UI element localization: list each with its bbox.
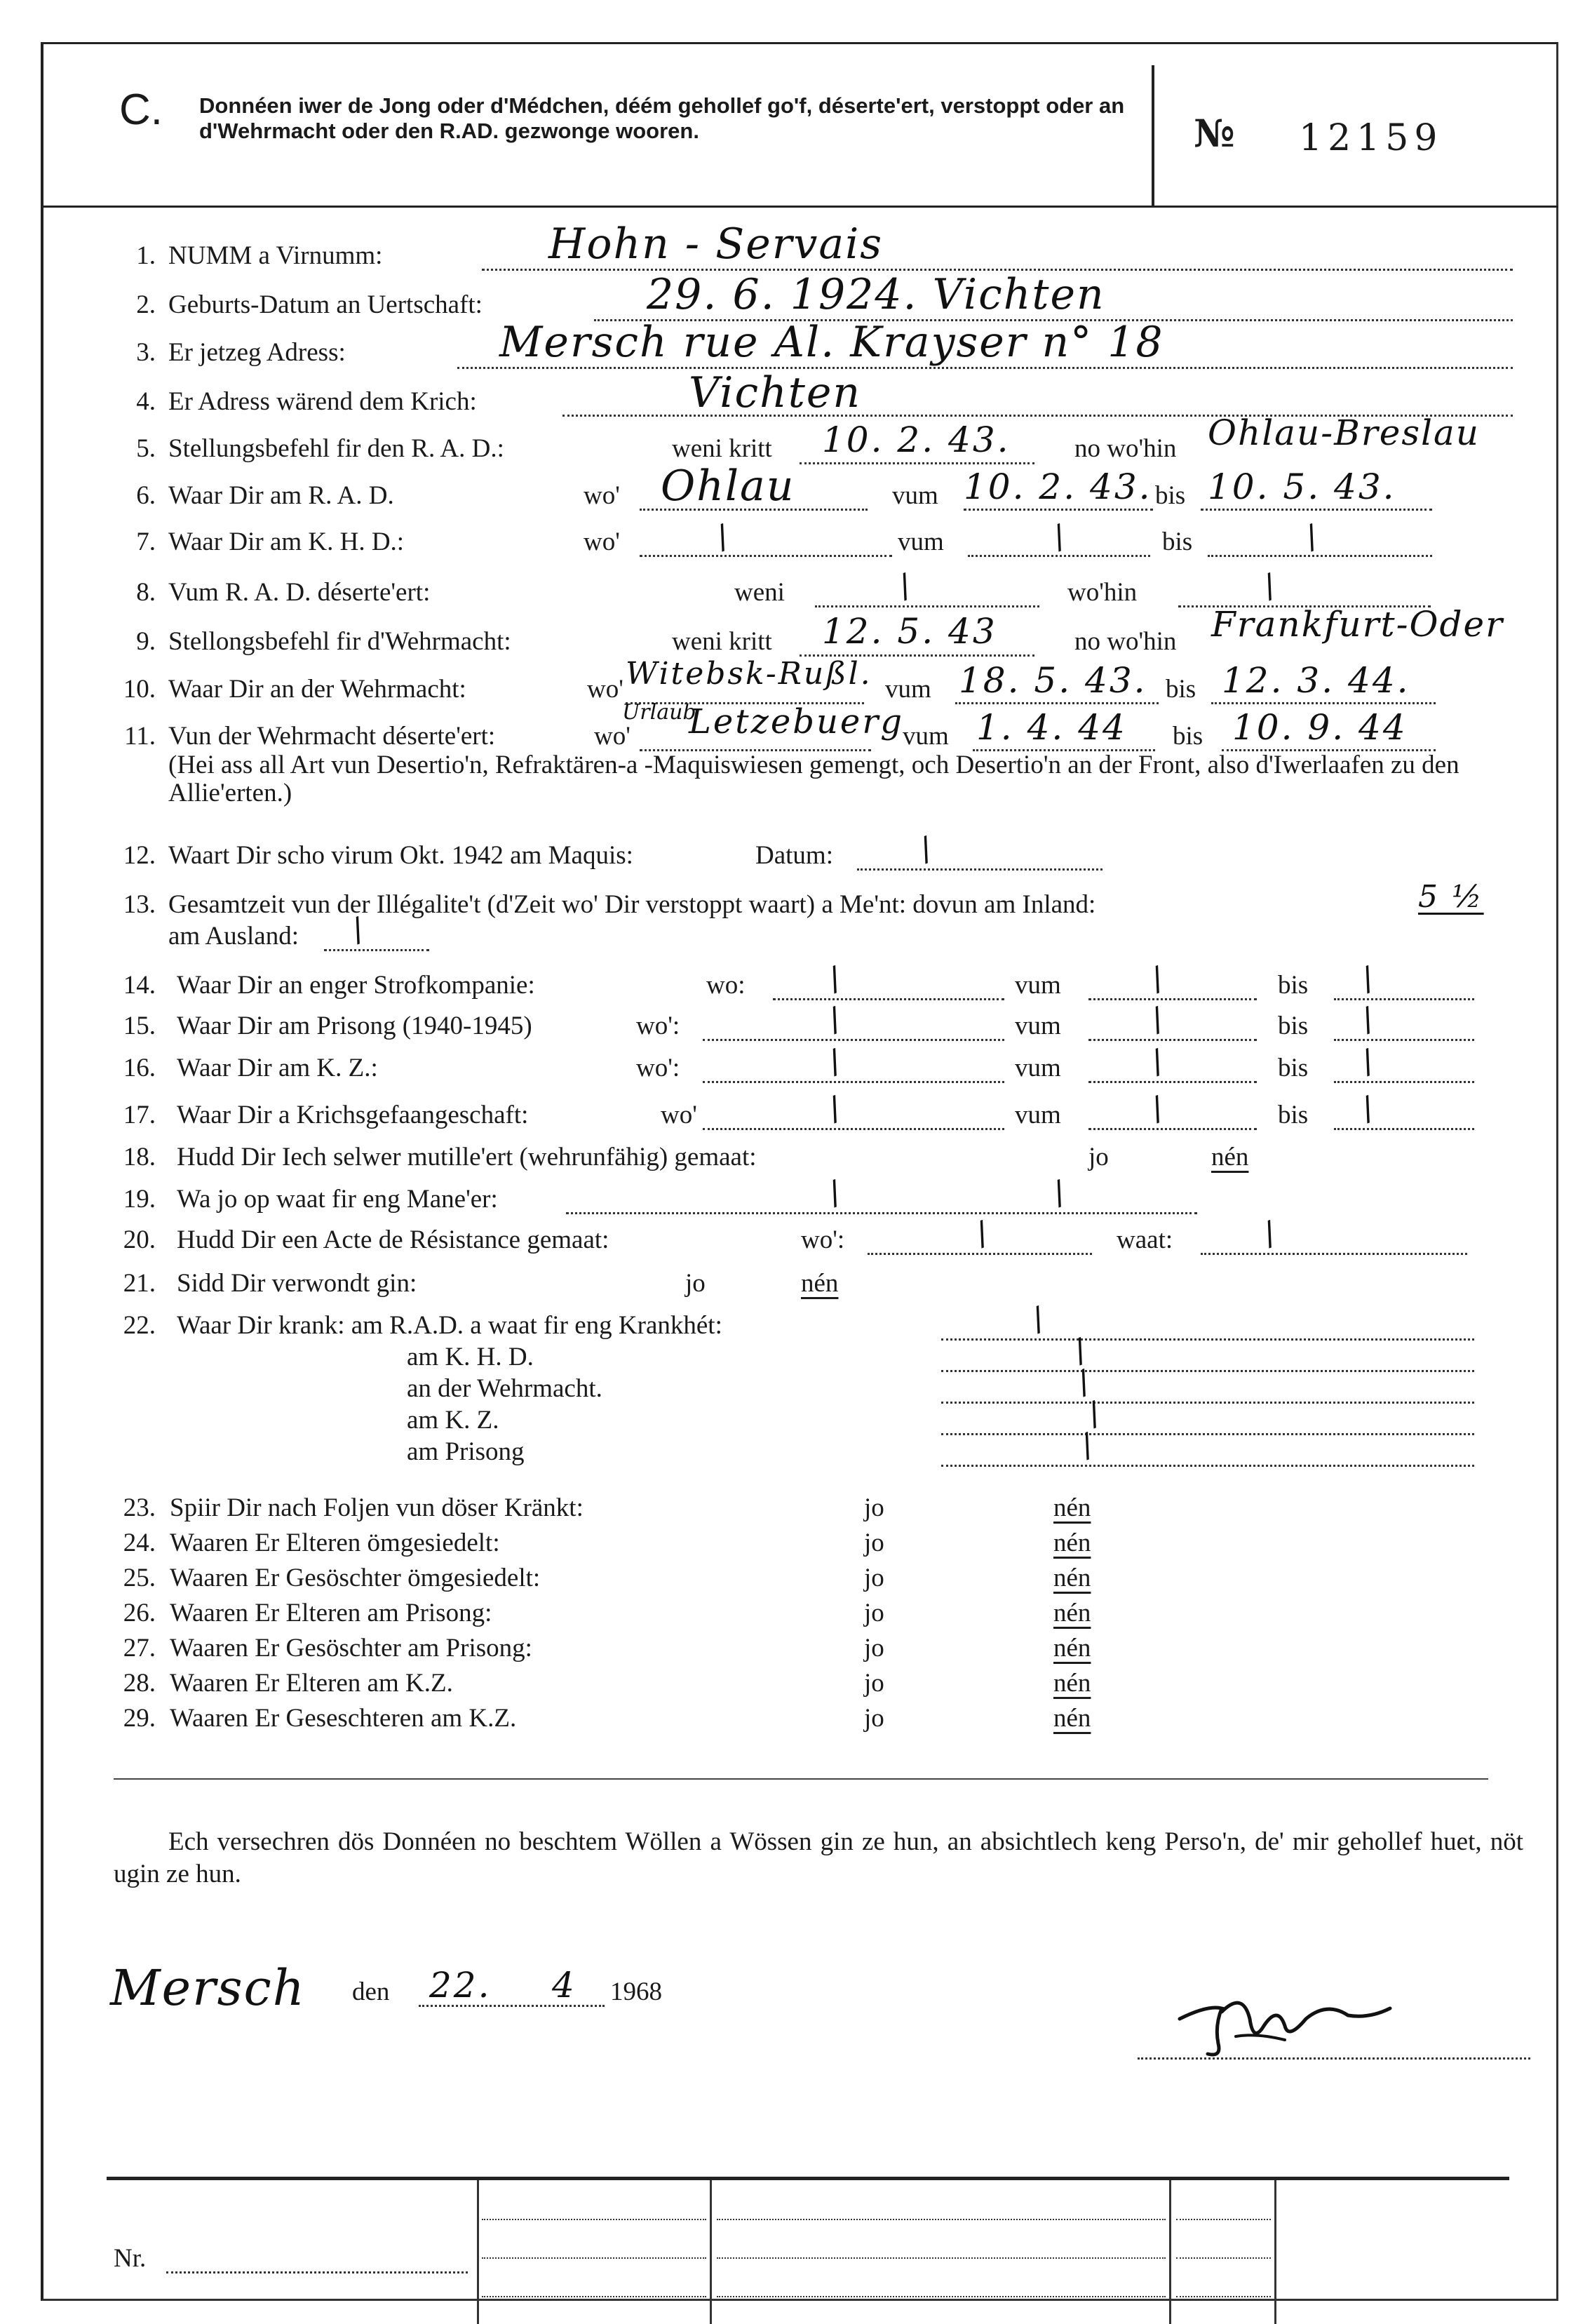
nen-option: nén <box>1053 1564 1091 1592</box>
row-number: 23. <box>123 1493 156 1522</box>
field-label: Waar Dir am K. Z.: <box>177 1054 378 1082</box>
row-number: 27. <box>123 1634 156 1663</box>
row-number: 1. <box>136 241 156 270</box>
fill-line <box>1334 1128 1474 1130</box>
blank-mark: / <box>914 828 938 869</box>
blank-mark: / <box>1300 516 1323 557</box>
weni-label: weni kritt <box>672 627 772 656</box>
field-label: Waaren Er Elteren am Prisong: <box>170 1599 492 1627</box>
field-label: Waaren Er Geseschteren am K.Z. <box>170 1704 517 1733</box>
jo-option: jo <box>1088 1143 1109 1171</box>
fill-line <box>941 1402 1474 1404</box>
row-number: 2. <box>136 290 156 319</box>
rad-from: 10. 2. 43. <box>964 466 1152 507</box>
bis-label: bis <box>1278 971 1309 1000</box>
desertion-to: 10. 9. 44 <box>1232 707 1408 748</box>
bis-label: bis <box>1278 1012 1309 1040</box>
wehrmacht-destination: Frankfurt-Oder <box>1211 604 1504 645</box>
field-label: Er Adress wärend dem Krich: <box>168 387 477 416</box>
fill-line <box>857 868 1103 871</box>
blank-mark: / <box>1072 1362 1095 1402</box>
fill-line <box>1208 555 1432 557</box>
fill-line <box>868 1253 1092 1255</box>
jo-option: jo <box>864 1634 884 1663</box>
sub-label: am K. Z. <box>407 1406 499 1435</box>
grid-dotted-line <box>717 2257 1166 2259</box>
weni-label: weni <box>734 578 785 607</box>
den-label: den <box>352 1977 390 2006</box>
wo-label: wo': <box>636 1012 680 1040</box>
fill-line <box>457 367 1513 369</box>
fill-line <box>773 998 1004 1000</box>
field-label: Geburts-Datum an Uertschaft: <box>168 290 483 319</box>
nen-option: nén <box>1053 1599 1091 1627</box>
blank-mark: / <box>1047 516 1071 557</box>
blank-mark: / <box>1026 1298 1050 1339</box>
rad-place: Ohlau <box>661 462 795 511</box>
desertion-from: 1. 4. 44 <box>976 707 1127 748</box>
form-number: 12159 <box>1299 117 1443 159</box>
row-number: 6. <box>136 481 156 510</box>
name-value: Hohn - Servais <box>548 220 884 269</box>
wo-label: wo': <box>636 1054 680 1082</box>
field-label: Waaren Er Gesöschter am Prisong: <box>170 1634 532 1663</box>
row-number: 15. <box>123 1012 156 1040</box>
grid-dotted-line <box>482 2257 706 2259</box>
form-sheet <box>41 42 1558 2301</box>
bis-label: bis <box>1278 1101 1309 1129</box>
desertion-hint: (Hei ass all Art vun Desertio'n, Refraktären-a -Maquiswiesen gemengt, och Desertio'n an der Front, also d'Iwerlaafen zu den Allie'erten.) <box>168 751 1459 807</box>
rad-destination: Ohlau-Breslau <box>1208 412 1480 453</box>
row-number: 3. <box>136 338 156 367</box>
grid-col-line <box>477 2180 479 2324</box>
fill-line <box>166 2271 468 2273</box>
datum-label: Datum: <box>755 841 833 870</box>
field-label: Sidd Dir verwondt gin: <box>177 1269 417 1298</box>
blank-mark: / <box>823 999 847 1040</box>
row-number: 10. <box>123 675 156 704</box>
blank-mark: / <box>1356 999 1380 1040</box>
header-bottom-rule <box>43 206 1558 208</box>
bis-label: bis <box>1166 675 1196 704</box>
field-label: Stellongsbefehl fir d'Wehrmacht: <box>168 627 511 656</box>
field-label: Waar Dir krank: am R.A.D. a waat fir eng Krankhét: <box>177 1311 722 1340</box>
bis-label: bis <box>1155 481 1186 510</box>
row-number: 18. <box>123 1143 156 1171</box>
nen-option: nén <box>801 1269 839 1298</box>
row-number: 26. <box>123 1599 156 1627</box>
blank-mark: / <box>1356 1088 1380 1129</box>
blank-mark: / <box>1356 1041 1380 1082</box>
fill-line <box>941 1370 1474 1372</box>
fill-line <box>1088 1081 1257 1083</box>
vum-label: vum <box>903 722 949 751</box>
field-label: NUMM a Virnumm: <box>168 241 383 270</box>
sub-label: am Prisong <box>407 1437 525 1466</box>
grid-dotted-line <box>482 2219 706 2220</box>
vum-label: vum <box>1015 1012 1061 1040</box>
row-number: 29. <box>123 1704 156 1733</box>
row-number: 13. <box>123 890 156 919</box>
row-number: 21. <box>123 1269 156 1298</box>
nen-option: nén <box>1053 1529 1091 1557</box>
field-label: Waar Dir an der Wehrmacht: <box>168 675 466 704</box>
row-number: 25. <box>123 1564 156 1592</box>
jo-option: jo <box>685 1269 706 1298</box>
blank-mark: / <box>1258 1213 1281 1254</box>
grid-col-line <box>1169 2180 1171 2324</box>
blank-mark: / <box>823 1041 847 1082</box>
blank-mark: / <box>1145 999 1169 1040</box>
fill-line <box>964 509 1153 511</box>
nr-label: Nr. <box>114 2244 147 2273</box>
field-label: Waar Dir a Krichsgefaangeschaft: <box>177 1101 529 1129</box>
fill-line <box>703 1128 1004 1130</box>
blank-mark: / <box>970 1213 994 1254</box>
jo-option: jo <box>864 1529 884 1557</box>
field-label: Waaren Er Elteren am K.Z. <box>170 1669 453 1698</box>
fill-line <box>955 702 1159 704</box>
row-number: 11. <box>124 722 156 751</box>
nen-option: nén <box>1211 1143 1249 1171</box>
field-label: Vum R. A. D. déserte'ert: <box>168 578 431 607</box>
blank-mark: / <box>1258 565 1281 606</box>
field-label: Stellungsbefehl fir den R. A. D.: <box>168 434 504 463</box>
waat-label: waat: <box>1117 1225 1173 1254</box>
blank-mark: / <box>823 1088 847 1129</box>
bis-label: bis <box>1173 722 1203 751</box>
signing-day: 22. <box>429 1965 492 2006</box>
sub-label: an der Wehrmacht. <box>407 1374 602 1403</box>
fill-line <box>566 1212 1197 1214</box>
field-label: Er jetzeg Adress: <box>168 338 346 367</box>
blank-mark: / <box>1145 1088 1169 1129</box>
grid-col-line <box>710 2180 712 2324</box>
row-number: 28. <box>123 1669 156 1698</box>
row-number: 19. <box>123 1185 156 1214</box>
bis-label: bis <box>1162 528 1193 556</box>
field-label: Hudd Dir een Acte de Résistance gemaat: <box>177 1225 609 1254</box>
fill-line <box>1211 702 1436 704</box>
row-number: 8. <box>136 578 156 607</box>
fill-line <box>703 1039 1004 1041</box>
wo-label: wo': <box>801 1225 845 1254</box>
wehrmacht-to: 12. 3. 44. <box>1222 660 1410 701</box>
field-label: Waart Dir scho virum Okt. 1942 am Maquis: <box>168 841 633 870</box>
grid-dotted-line <box>1176 2219 1271 2220</box>
header-divider <box>1152 65 1154 206</box>
vum-label: vum <box>885 675 931 704</box>
blank-mark: / <box>1356 958 1380 999</box>
fill-line <box>1088 1128 1257 1130</box>
vum-label: vum <box>898 528 944 556</box>
vum-label: vum <box>1015 971 1061 1000</box>
fill-line <box>1334 1039 1474 1041</box>
war-address-value: Vichten <box>689 368 861 417</box>
blank-mark: / <box>346 909 370 950</box>
nen-option: nén <box>1053 1669 1091 1698</box>
jo-option: jo <box>864 1599 884 1627</box>
wo-label: wo' <box>587 675 623 704</box>
wo-label: wo' <box>594 722 631 751</box>
row-number: 7. <box>136 528 156 556</box>
fill-line <box>941 1433 1474 1435</box>
field-label: Waar Dir am Prisong (1940-1945) <box>177 1012 532 1040</box>
grid-dotted-line <box>717 2219 1166 2220</box>
blank-mark: / <box>1047 1172 1071 1213</box>
fill-line <box>640 555 892 557</box>
fill-line <box>1334 998 1474 1000</box>
number-sign: № <box>1194 111 1236 156</box>
field-label: Waar Dir am R. A. D. <box>168 481 394 510</box>
weni-label: weni kritt <box>672 434 772 463</box>
jo-option: jo <box>864 1669 884 1698</box>
field-label: Waar Dir am K. H. D.: <box>168 528 405 556</box>
wehrmacht-place: Witebsk-Rußl. <box>626 656 872 692</box>
wo-label: wo' <box>584 528 620 556</box>
wohin-label: wo'hin <box>1067 578 1138 607</box>
field-label: Gesamtzeit vun der Illégalite't (d'Zeit wo' Dir verstoppt waart) a Me'nt: dovun am Inland: <box>168 890 1096 919</box>
rad-order-date: 10. 2. 43. <box>822 419 1011 460</box>
row-number: 14. <box>123 971 156 1000</box>
row-number: 20. <box>123 1225 156 1254</box>
fill-line <box>968 555 1150 557</box>
row-number: 5. <box>136 434 156 463</box>
wohin-label: no wo'hin <box>1074 434 1177 463</box>
grid-dotted-line <box>482 2296 706 2297</box>
blank-mark: / <box>1145 958 1169 999</box>
field-label: Waar Dir an enger Strofkompanie: <box>177 971 535 1000</box>
blank-mark: / <box>1068 1330 1092 1371</box>
fill-line <box>1088 998 1257 1000</box>
row-number: 9. <box>136 627 156 656</box>
blank-mark: / <box>823 1172 847 1213</box>
signing-place: Mersch <box>110 1959 306 2017</box>
wo-label: wo' <box>584 481 620 510</box>
grid-dotted-line <box>1176 2296 1271 2297</box>
signature-icon <box>1166 1977 1404 2068</box>
form-title: Donnéen iwer de Jong oder d'Médchen, déém gehollef go'f, déserte'ert, verstoppt oder an d'Wehrmacht oder den R.AD. gezwonge wooren. <box>199 93 1125 143</box>
fill-line <box>1201 509 1432 511</box>
signing-month: 4 <box>552 1965 577 2006</box>
jo-option: jo <box>864 1564 884 1592</box>
fill-line <box>1201 1253 1467 1255</box>
blank-mark: / <box>893 565 917 606</box>
fill-line <box>800 462 1034 464</box>
inland-months: 5 ½ <box>1418 879 1484 915</box>
fill-line <box>941 1465 1474 1467</box>
vum-label: vum <box>892 481 938 510</box>
row-number: 4. <box>136 387 156 416</box>
ausland-label: am Ausland: <box>168 922 299 951</box>
fill-line <box>815 605 1039 607</box>
section-divider <box>114 1778 1488 1780</box>
declaration-text: Ech versechren dös Donnéen no beschtem Wöllen a Wössen gin ze hun, an absichtlech keng Perso'n, de' mir gehollef huet, nöt ugin ze hun. <box>114 1827 1523 1888</box>
rad-to: 10. 5. 43. <box>1208 466 1396 507</box>
row-number: 17. <box>123 1101 156 1129</box>
signing-year: 1968 <box>610 1977 662 2006</box>
row-number: 22. <box>123 1311 156 1340</box>
address-value: Mersch rue Al. Krayser n° 18 <box>499 318 1164 367</box>
wo-label: wo: <box>706 971 746 1000</box>
grid-dotted-line <box>1176 2257 1271 2259</box>
row-number: 12. <box>123 841 156 870</box>
nen-option: nén <box>1053 1493 1091 1522</box>
vum-label: vum <box>1015 1054 1061 1082</box>
vum-label: vum <box>1015 1101 1061 1129</box>
row-number: 24. <box>123 1529 156 1557</box>
grid-col-line <box>1274 2180 1276 2324</box>
jo-option: jo <box>864 1493 884 1522</box>
blank-mark: / <box>1145 1041 1169 1082</box>
sub-label: am K. H. D. <box>407 1343 534 1371</box>
blank-mark: / <box>710 516 734 557</box>
blank-mark: / <box>1082 1393 1106 1434</box>
blank-mark: / <box>1075 1425 1099 1465</box>
jo-option: jo <box>864 1704 884 1733</box>
nen-option: nén <box>1053 1704 1091 1733</box>
section-letter: C. <box>119 86 163 134</box>
row-number: 16. <box>123 1054 156 1082</box>
field-label: Waaren Er Elteren ömgesiedelt: <box>170 1529 500 1557</box>
desertion-note: Urlaub <box>622 700 696 725</box>
fill-line <box>1088 1039 1257 1041</box>
fill-line <box>941 1338 1474 1341</box>
field-label: Waaren Er Gesöschter ömgesiedelt: <box>170 1564 541 1592</box>
field-label: Hudd Dir Iech selwer mutille'ert (wehrunfähig) gemaat: <box>177 1143 757 1171</box>
grid-dotted-line <box>717 2296 1166 2297</box>
fill-line <box>324 949 429 951</box>
wo-label: wo' <box>661 1101 697 1129</box>
wohin-label: no wo'hin <box>1074 627 1177 656</box>
field-label: Wa jo op waat fir eng Mane'er: <box>177 1185 498 1214</box>
field-label: Spiir Dir nach Foljen vun döser Kränkt: <box>170 1493 584 1522</box>
wehrmacht-from: 18. 5. 43. <box>959 660 1147 701</box>
field-label: Vun der Wehrmacht déserte'ert: <box>168 722 496 751</box>
fill-line <box>1334 1081 1474 1083</box>
birth-value: 29. 6. 1924. Vichten <box>647 270 1105 319</box>
wehrmacht-order-date: 12. 5. 43 <box>822 611 997 652</box>
fill-line <box>703 1081 1004 1083</box>
nen-option: nén <box>1053 1634 1091 1663</box>
bis-label: bis <box>1278 1054 1309 1082</box>
blank-mark: / <box>823 958 847 999</box>
desertion-place: Letzebuerg <box>689 702 904 741</box>
office-grid <box>152 2180 1555 2324</box>
